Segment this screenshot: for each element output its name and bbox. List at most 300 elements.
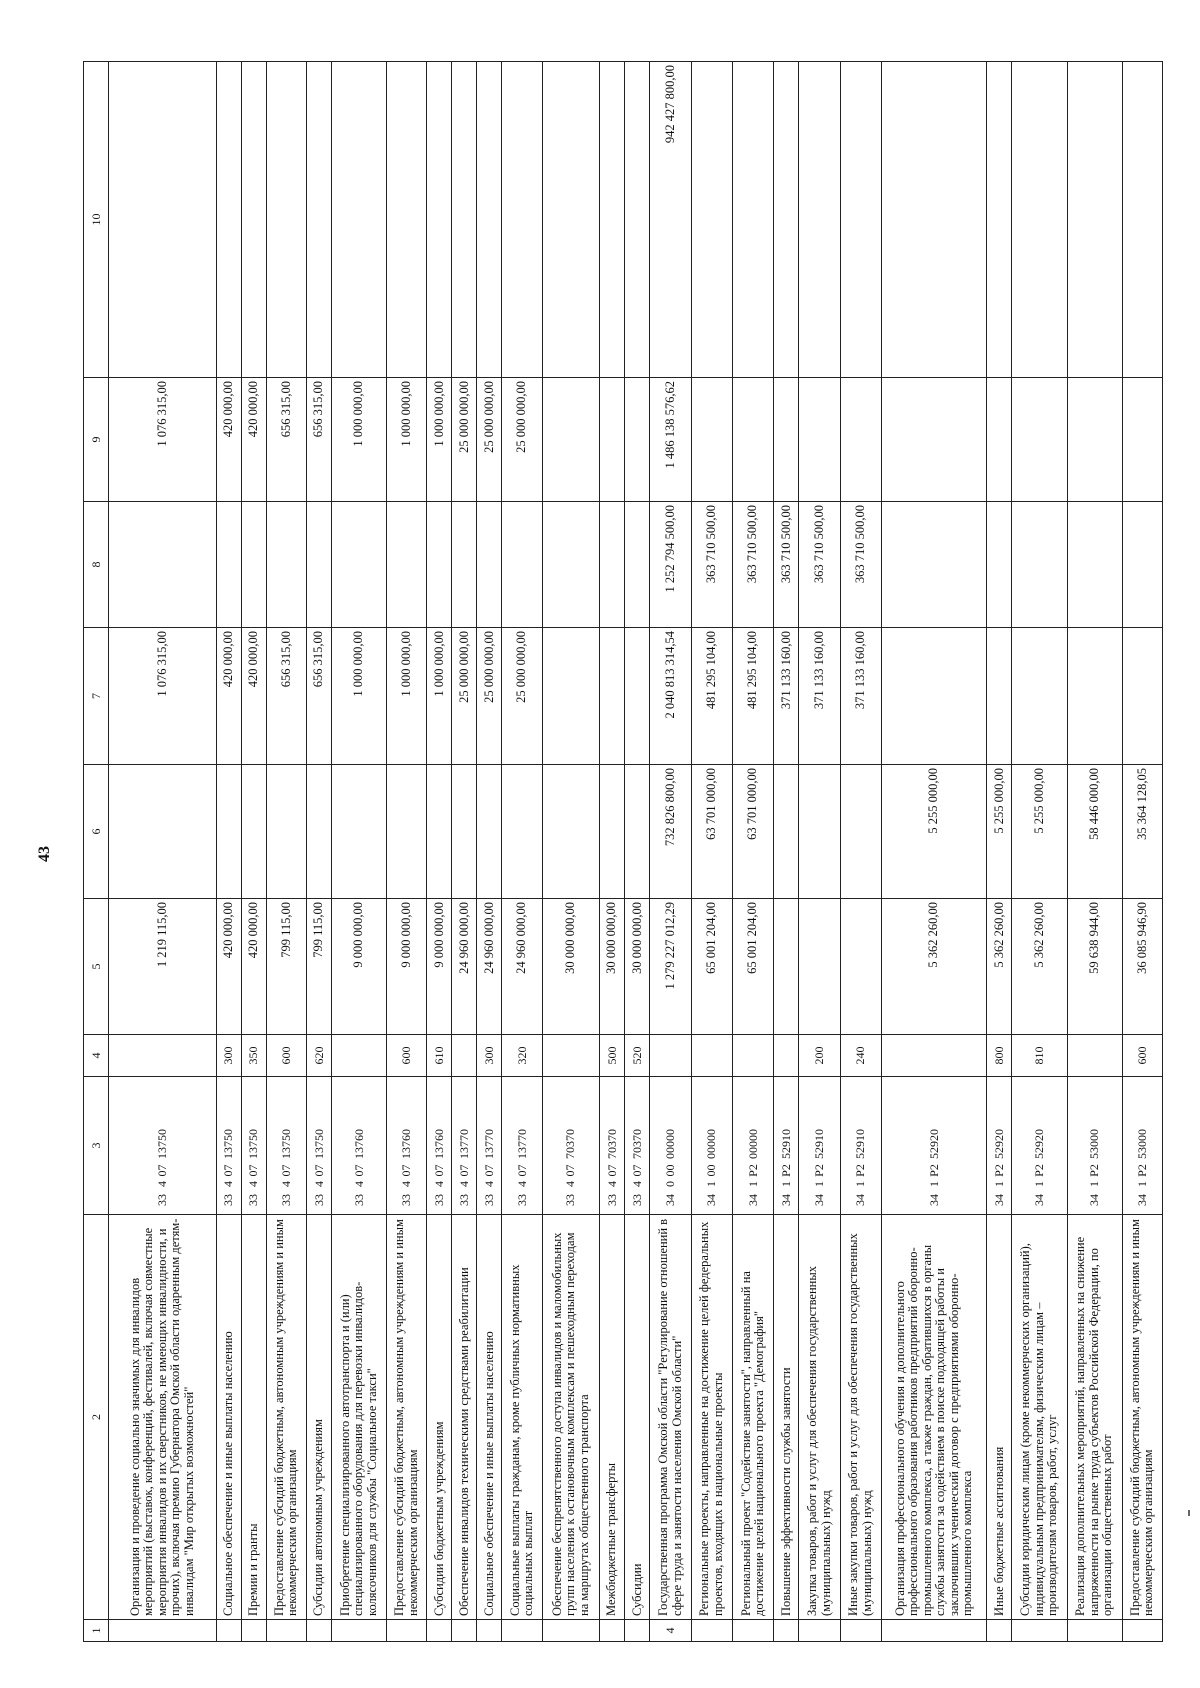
row-number bbox=[882, 1620, 987, 1642]
target-article-code bbox=[241, 1077, 266, 1215]
code-part: 52910 bbox=[812, 1129, 827, 1159]
amount-c7: 25 000 000,00 bbox=[477, 628, 502, 765]
expense-type-code: 300 bbox=[216, 1035, 241, 1077]
col-header-2: 2 bbox=[84, 1215, 109, 1620]
page-number: 43 bbox=[36, 846, 53, 862]
code-part: 1 bbox=[853, 1181, 868, 1187]
code-part: 33 bbox=[278, 1194, 293, 1206]
amount-c9 bbox=[542, 378, 600, 502]
code-part: 1 bbox=[1087, 1181, 1102, 1187]
amount-c9 bbox=[1122, 378, 1162, 502]
code-part: 4 bbox=[154, 1181, 169, 1187]
row-name: Закупка товаров, работ и услуг для обеспечения государственных (муниципальных) нужд bbox=[799, 1215, 840, 1620]
code-part: 4 bbox=[351, 1181, 366, 1187]
row-number bbox=[799, 1620, 840, 1642]
code-part: P2 bbox=[745, 1164, 760, 1177]
amount-c9: 1 000 000,00 bbox=[427, 378, 452, 502]
code-part: 33 bbox=[456, 1194, 471, 1206]
code-part: 1 bbox=[991, 1181, 1006, 1187]
amount-c7: 1 000 000,00 bbox=[332, 628, 387, 765]
amount-c8 bbox=[1067, 502, 1122, 628]
amount-c10 bbox=[840, 62, 881, 378]
amount-c6 bbox=[774, 765, 799, 899]
target-article-code bbox=[477, 1077, 502, 1215]
col-header-6: 6 bbox=[84, 765, 109, 899]
target-article-code bbox=[1012, 1077, 1067, 1215]
row-number bbox=[306, 1620, 331, 1642]
code-part: 4 bbox=[456, 1181, 471, 1187]
code-part: 4 bbox=[481, 1181, 496, 1187]
row-number bbox=[542, 1620, 600, 1642]
code-part: 34 bbox=[663, 1194, 678, 1206]
amount-c9 bbox=[840, 378, 881, 502]
target-article-code bbox=[600, 1077, 625, 1215]
row-name: Социальное обеспечение и иные выплаты населению bbox=[477, 1215, 502, 1620]
table-row bbox=[650, 62, 691, 1642]
amount-c6 bbox=[502, 765, 542, 899]
expense-type-code: 800 bbox=[987, 1035, 1012, 1077]
amount-c10 bbox=[241, 62, 266, 378]
amount-c7: 481 295 104,00 bbox=[733, 628, 774, 765]
row-name: Государственная программа Омской области "Регулирование отношений в сфере труда и занятости населения Омской области" bbox=[650, 1215, 691, 1620]
code-part: 4 bbox=[311, 1181, 326, 1187]
amount-c10 bbox=[542, 62, 600, 378]
row-name: Субсидии автономным учреждениям bbox=[306, 1215, 331, 1620]
amount-c7: 656 315,00 bbox=[306, 628, 331, 765]
row-number bbox=[502, 1620, 542, 1642]
code-part: 52920 bbox=[926, 1129, 941, 1159]
amount-c6: 63 701 000,00 bbox=[733, 765, 774, 899]
amount-c10 bbox=[502, 62, 542, 378]
code-part: 13750 bbox=[278, 1129, 293, 1159]
amount-c8 bbox=[625, 502, 650, 628]
amount-c6: 5 255 000,00 bbox=[1012, 765, 1067, 899]
expense-type-code: 200 bbox=[799, 1035, 840, 1077]
amount-c8: 363 710 500,00 bbox=[799, 502, 840, 628]
row-number bbox=[216, 1620, 241, 1642]
scan-mark bbox=[1188, 1510, 1190, 1516]
target-article-code bbox=[799, 1077, 840, 1215]
amount-c10: 942 427 800,00 bbox=[650, 62, 691, 378]
code-part: 70370 bbox=[563, 1129, 578, 1159]
row-name: Реализация дополнительных мероприятий, направленных на снижение напряженности на рынке труда субъектов Российской Федерации, по организации общественных работ bbox=[1067, 1215, 1122, 1620]
table-row bbox=[387, 62, 427, 1642]
table-row bbox=[882, 62, 987, 1642]
target-article-code bbox=[542, 1077, 600, 1215]
amount-c5: 1 219 115,00 bbox=[109, 899, 217, 1035]
row-number bbox=[600, 1620, 625, 1642]
amount-c5: 799 115,00 bbox=[266, 899, 306, 1035]
code-part: 07 bbox=[481, 1164, 496, 1177]
row-name: Повышение эффективности службы занятости bbox=[774, 1215, 799, 1620]
amount-c10 bbox=[799, 62, 840, 378]
row-number bbox=[332, 1620, 387, 1642]
amount-c6 bbox=[216, 765, 241, 899]
table-row bbox=[625, 62, 650, 1642]
code-part: 52920 bbox=[1032, 1129, 1047, 1159]
amount-c6: 732 826 800,00 bbox=[650, 765, 691, 899]
row-name: Социальные выплаты гражданам, кроме публичных нормативных социальных выплат bbox=[502, 1215, 542, 1620]
row-number bbox=[625, 1620, 650, 1642]
amount-c8 bbox=[477, 502, 502, 628]
amount-c7: 371 133 160,00 bbox=[840, 628, 881, 765]
amount-c8 bbox=[266, 502, 306, 628]
amount-c9 bbox=[733, 378, 774, 502]
amount-c5: 30 000 000,00 bbox=[600, 899, 625, 1035]
amount-c5: 9 000 000,00 bbox=[332, 899, 387, 1035]
row-name: Обеспечение инвалидов техническими средствами реабилитации bbox=[452, 1215, 477, 1620]
expense-type-code bbox=[109, 1035, 217, 1077]
amount-c6 bbox=[241, 765, 266, 899]
amount-c9: 656 315,00 bbox=[306, 378, 331, 502]
row-number bbox=[691, 1620, 732, 1642]
amount-c5: 1 279 227 012,29 bbox=[650, 899, 691, 1035]
code-part: 13770 bbox=[481, 1129, 496, 1159]
amount-c7 bbox=[1067, 628, 1122, 765]
code-part: 1 bbox=[1032, 1181, 1047, 1187]
row-number bbox=[987, 1620, 1012, 1642]
amount-c8 bbox=[987, 502, 1012, 628]
code-part: P2 bbox=[1032, 1164, 1047, 1177]
amount-c8 bbox=[1122, 502, 1162, 628]
table-row bbox=[306, 62, 331, 1642]
amount-c9: 420 000,00 bbox=[216, 378, 241, 502]
target-article-code bbox=[109, 1077, 217, 1215]
amount-c10 bbox=[733, 62, 774, 378]
code-part: 1 bbox=[1134, 1181, 1149, 1187]
amount-c9: 420 000,00 bbox=[241, 378, 266, 502]
code-part: 07 bbox=[604, 1164, 619, 1177]
code-part: 33 bbox=[221, 1194, 236, 1206]
amount-c5: 59 638 944,00 bbox=[1067, 899, 1122, 1035]
code-part: P2 bbox=[926, 1164, 941, 1177]
code-part: 1 bbox=[812, 1181, 827, 1187]
expense-type-code bbox=[774, 1035, 799, 1077]
amount-c5: 30 000 000,00 bbox=[625, 899, 650, 1035]
expense-type-code: 610 bbox=[427, 1035, 452, 1077]
amount-c5 bbox=[774, 899, 799, 1035]
amount-c8: 363 710 500,00 bbox=[733, 502, 774, 628]
code-part: 07 bbox=[563, 1164, 578, 1177]
row-number bbox=[1012, 1620, 1067, 1642]
code-part: 4 bbox=[604, 1181, 619, 1187]
budget-table bbox=[83, 61, 1163, 1642]
amount-c10 bbox=[216, 62, 241, 378]
amount-c7: 656 315,00 bbox=[266, 628, 306, 765]
code-part: 34 bbox=[853, 1194, 868, 1206]
code-part: 07 bbox=[514, 1164, 529, 1177]
code-part: 4 bbox=[563, 1181, 578, 1187]
amount-c9 bbox=[799, 378, 840, 502]
target-article-code bbox=[502, 1077, 542, 1215]
row-name: Субсидии бюджетным учреждениям bbox=[427, 1215, 452, 1620]
amount-c10 bbox=[691, 62, 732, 378]
code-part: 1 bbox=[745, 1181, 760, 1187]
target-article-code bbox=[452, 1077, 477, 1215]
expense-type-code: 600 bbox=[387, 1035, 427, 1077]
code-part: 1 bbox=[778, 1181, 793, 1187]
code-part: 13760 bbox=[431, 1129, 446, 1159]
code-part: P2 bbox=[778, 1164, 793, 1177]
table-row bbox=[774, 62, 799, 1642]
target-article-code bbox=[1067, 1077, 1122, 1215]
code-part: 07 bbox=[311, 1164, 326, 1177]
amount-c8: 363 710 500,00 bbox=[774, 502, 799, 628]
row-number bbox=[1067, 1620, 1122, 1642]
code-part: 52910 bbox=[778, 1129, 793, 1159]
amount-c5: 420 000,00 bbox=[241, 899, 266, 1035]
row-number bbox=[477, 1620, 502, 1642]
amount-c5: 420 000,00 bbox=[216, 899, 241, 1035]
code-part: 07 bbox=[629, 1164, 644, 1177]
code-part: 07 bbox=[221, 1164, 236, 1177]
amount-c6 bbox=[542, 765, 600, 899]
expense-type-code: 810 bbox=[1012, 1035, 1067, 1077]
amount-c5 bbox=[840, 899, 881, 1035]
amount-c8: 1 252 794 500,00 bbox=[650, 502, 691, 628]
table-row bbox=[1067, 62, 1122, 1642]
amount-c7 bbox=[542, 628, 600, 765]
target-article-code bbox=[774, 1077, 799, 1215]
amount-c8 bbox=[387, 502, 427, 628]
expense-type-code: 600 bbox=[266, 1035, 306, 1077]
amount-c6: 63 701 000,00 bbox=[691, 765, 732, 899]
amount-c8 bbox=[427, 502, 452, 628]
amount-c9: 25 000 000,00 bbox=[502, 378, 542, 502]
code-part: P2 bbox=[1087, 1164, 1102, 1177]
expense-type-code bbox=[452, 1035, 477, 1077]
amount-c5: 24 960 000,00 bbox=[477, 899, 502, 1035]
amount-c6 bbox=[332, 765, 387, 899]
table-row bbox=[691, 62, 732, 1642]
amount-c10 bbox=[625, 62, 650, 378]
target-article-code bbox=[625, 1077, 650, 1215]
code-part: P2 bbox=[812, 1164, 827, 1177]
row-name: Премии и гранты bbox=[241, 1215, 266, 1620]
col-header-7: 7 bbox=[84, 628, 109, 765]
code-part: 33 bbox=[351, 1194, 366, 1206]
amount-c10 bbox=[427, 62, 452, 378]
code-part: P2 bbox=[853, 1164, 868, 1177]
code-part: 07 bbox=[351, 1164, 366, 1177]
code-part: P2 bbox=[991, 1164, 1006, 1177]
amount-c8 bbox=[452, 502, 477, 628]
amount-c6 bbox=[625, 765, 650, 899]
code-part: 34 bbox=[745, 1194, 760, 1206]
target-article-code bbox=[427, 1077, 452, 1215]
code-part: 07 bbox=[246, 1164, 261, 1177]
code-part: 53000 bbox=[1134, 1129, 1149, 1159]
code-part: 4 bbox=[246, 1181, 261, 1187]
row-name: Субсидии юридическим лицам (кроме некоммерческих организаций), индивидуальным предпринимателям, физическим лицам – производителям товаров, работ, услуг bbox=[1012, 1215, 1067, 1620]
expense-type-code bbox=[332, 1035, 387, 1077]
code-part: 53000 bbox=[1087, 1129, 1102, 1159]
table-row bbox=[1122, 62, 1162, 1642]
code-part: 4 bbox=[221, 1181, 236, 1187]
amount-c10 bbox=[452, 62, 477, 378]
code-part: 34 bbox=[1087, 1194, 1102, 1206]
amount-c8 bbox=[542, 502, 600, 628]
row-number bbox=[733, 1620, 774, 1642]
header-row bbox=[84, 62, 109, 1642]
code-part: 70370 bbox=[629, 1129, 644, 1159]
row-number bbox=[840, 1620, 881, 1642]
row-name: Предоставление субсидий бюджетным, автономным учреждениям и иным некоммерческим организациям bbox=[387, 1215, 427, 1620]
code-part: 34 bbox=[778, 1194, 793, 1206]
table-row bbox=[733, 62, 774, 1642]
code-part: 34 bbox=[1032, 1194, 1047, 1206]
code-part: 13760 bbox=[351, 1129, 366, 1159]
code-part: 00000 bbox=[745, 1129, 760, 1159]
amount-c7 bbox=[600, 628, 625, 765]
amount-c6 bbox=[306, 765, 331, 899]
amount-c7: 420 000,00 bbox=[216, 628, 241, 765]
amount-c10 bbox=[266, 62, 306, 378]
amount-c6 bbox=[266, 765, 306, 899]
amount-c7: 2 040 813 314,54 bbox=[650, 628, 691, 765]
table-row bbox=[477, 62, 502, 1642]
code-part: 00000 bbox=[704, 1129, 719, 1159]
amount-c10 bbox=[1012, 62, 1067, 378]
col-header-3: 3 bbox=[84, 1077, 109, 1215]
code-part: 34 bbox=[1134, 1194, 1149, 1206]
amount-c9: 1 000 000,00 bbox=[387, 378, 427, 502]
target-article-code bbox=[266, 1077, 306, 1215]
table-row bbox=[502, 62, 542, 1642]
code-part: 00 bbox=[663, 1164, 678, 1177]
col-header-1: 1 bbox=[84, 1620, 109, 1642]
table-row bbox=[332, 62, 387, 1642]
expense-type-code: 240 bbox=[840, 1035, 881, 1077]
row-name: Иные закупки товаров, работ и услуг для обеспечения государственных (муниципальных) нужд bbox=[840, 1215, 881, 1620]
code-part: 33 bbox=[246, 1194, 261, 1206]
code-part: 4 bbox=[431, 1181, 446, 1187]
amount-c5: 30 000 000,00 bbox=[542, 899, 600, 1035]
expense-type-code bbox=[882, 1035, 987, 1077]
row-number bbox=[266, 1620, 306, 1642]
code-part: 13770 bbox=[514, 1129, 529, 1159]
amount-c9 bbox=[774, 378, 799, 502]
amount-c9: 1 000 000,00 bbox=[332, 378, 387, 502]
table-row bbox=[840, 62, 881, 1642]
code-part: 07 bbox=[278, 1164, 293, 1177]
amount-c10 bbox=[109, 62, 217, 378]
amount-c7: 481 295 104,00 bbox=[691, 628, 732, 765]
code-part: 33 bbox=[399, 1194, 414, 1206]
target-article-code bbox=[840, 1077, 881, 1215]
amount-c9 bbox=[600, 378, 625, 502]
amount-c10 bbox=[774, 62, 799, 378]
row-name: Организация и проведение социально значимых для инвалидов мероприятий (выставок, конференций, фестивалей, включая совместные мероприятия инвалидов и их сверстников, не имеющих инвалидности, и прочих), включая премию Губернатора Омской области одаренным детям-инвалидам "Мир открытых возможностей" bbox=[109, 1215, 217, 1620]
amount-c6 bbox=[109, 765, 217, 899]
table-row bbox=[216, 62, 241, 1642]
code-part: 4 bbox=[514, 1181, 529, 1187]
amount-c7: 371 133 160,00 bbox=[799, 628, 840, 765]
row-name: Иные бюджетные ассигнования bbox=[987, 1215, 1012, 1620]
row-number bbox=[241, 1620, 266, 1642]
target-article-code bbox=[650, 1077, 691, 1215]
code-part: 4 bbox=[278, 1181, 293, 1187]
col-header-10: 10 bbox=[84, 62, 109, 378]
amount-c7: 1 000 000,00 bbox=[387, 628, 427, 765]
amount-c6 bbox=[600, 765, 625, 899]
expense-type-code: 350 bbox=[241, 1035, 266, 1077]
code-part: 13760 bbox=[399, 1129, 414, 1159]
code-part: P2 bbox=[1134, 1164, 1149, 1177]
amount-c9: 25 000 000,00 bbox=[452, 378, 477, 502]
amount-c6 bbox=[799, 765, 840, 899]
code-part: 1 bbox=[926, 1181, 941, 1187]
code-part: 52910 bbox=[853, 1129, 868, 1159]
code-part: 33 bbox=[563, 1194, 578, 1206]
target-article-code bbox=[987, 1077, 1012, 1215]
code-part: 34 bbox=[812, 1194, 827, 1206]
code-part: 4 bbox=[399, 1181, 414, 1187]
amount-c6 bbox=[387, 765, 427, 899]
expense-type-code: 620 bbox=[306, 1035, 331, 1077]
row-name: Региональные проекты, направленные на достижение целей федеральных проектов, входящих в национальные проекты bbox=[691, 1215, 732, 1620]
amount-c9 bbox=[1067, 378, 1122, 502]
amount-c9: 1 076 315,00 bbox=[109, 378, 217, 502]
table-row bbox=[799, 62, 840, 1642]
code-part: 70370 bbox=[604, 1129, 619, 1159]
amount-c6 bbox=[840, 765, 881, 899]
table-row bbox=[266, 62, 306, 1642]
table-row bbox=[600, 62, 625, 1642]
amount-c10 bbox=[477, 62, 502, 378]
amount-c7: 25 000 000,00 bbox=[502, 628, 542, 765]
target-article-code bbox=[306, 1077, 331, 1215]
expense-type-code bbox=[733, 1035, 774, 1077]
rotated-page bbox=[83, 62, 1163, 1642]
amount-c5: 5 362 260,00 bbox=[1012, 899, 1067, 1035]
code-part: 07 bbox=[456, 1164, 471, 1177]
target-article-code bbox=[691, 1077, 732, 1215]
target-article-code bbox=[332, 1077, 387, 1215]
amount-c8 bbox=[502, 502, 542, 628]
col-header-8: 8 bbox=[84, 502, 109, 628]
amount-c5: 5 362 260,00 bbox=[987, 899, 1012, 1035]
amount-c9: 656 315,00 bbox=[266, 378, 306, 502]
code-part: 13770 bbox=[456, 1129, 471, 1159]
amount-c9 bbox=[987, 378, 1012, 502]
amount-c5: 799 115,00 bbox=[306, 899, 331, 1035]
amount-c6: 58 446 000,00 bbox=[1067, 765, 1122, 899]
row-name: Предоставление субсидий бюджетным, автономным учреждениям и иным некоммерческим организациям bbox=[1122, 1215, 1162, 1620]
amount-c9 bbox=[1012, 378, 1067, 502]
amount-c6 bbox=[477, 765, 502, 899]
amount-c8 bbox=[1012, 502, 1067, 628]
amount-c9 bbox=[882, 378, 987, 502]
row-number bbox=[387, 1620, 427, 1642]
expense-type-code bbox=[542, 1035, 600, 1077]
code-part: 34 bbox=[926, 1194, 941, 1206]
amount-c6: 5 255 000,00 bbox=[987, 765, 1012, 899]
row-name: Организация профессионального обучения и дополнительного профессионального образования работников предприятий оборонно-промышленного комплекса, а также граждан, обратившихся в органы службы занятости за содействием в поиске подходящей работы и заключивших ученический договор с предприятиями оборонно-промышленного комплекса bbox=[882, 1215, 987, 1620]
expense-type-code bbox=[650, 1035, 691, 1077]
row-number bbox=[1122, 1620, 1162, 1642]
amount-c5: 36 085 946,90 bbox=[1122, 899, 1162, 1035]
amount-c5: 65 001 204,00 bbox=[733, 899, 774, 1035]
target-article-code bbox=[882, 1077, 987, 1215]
amount-c5: 65 001 204,00 bbox=[691, 899, 732, 1035]
expense-type-code: 520 bbox=[625, 1035, 650, 1077]
amount-c7 bbox=[987, 628, 1012, 765]
amount-c9: 25 000 000,00 bbox=[477, 378, 502, 502]
code-part: 13750 bbox=[246, 1129, 261, 1159]
table-row bbox=[109, 62, 217, 1642]
amount-c5: 24 960 000,00 bbox=[502, 899, 542, 1035]
